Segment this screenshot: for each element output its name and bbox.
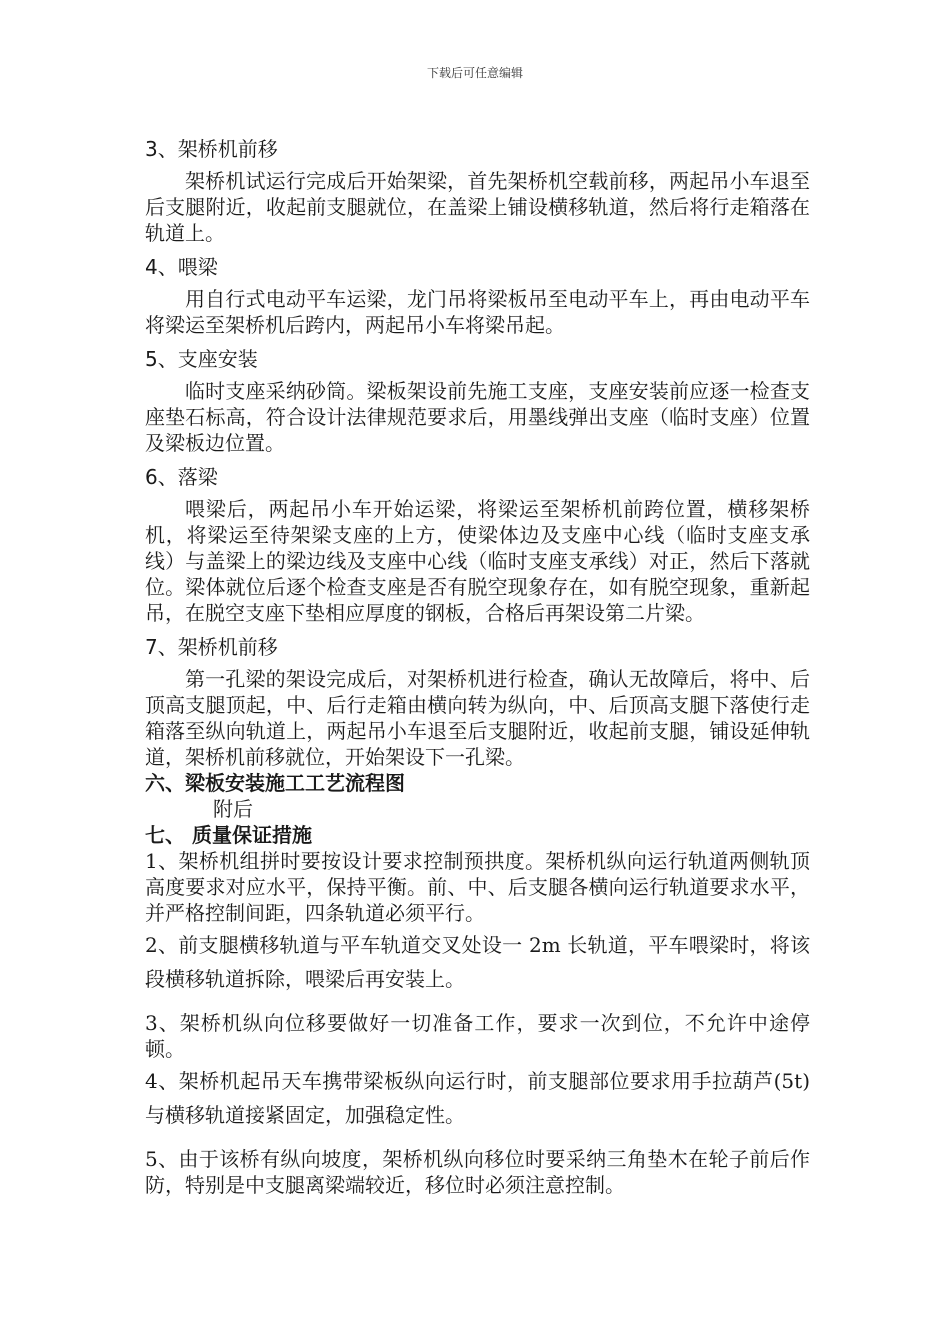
- part-6-heading: 六、梁板安装施工工艺流程图: [145, 771, 405, 795]
- quality-item-1: 1、架桥机组拼时要按设计要求控制预拱度。架桥机纵向运行轨道两侧轨顶高度要求对应水平，保持平衡。前、中、后支腿各横向运行轨道要求水平，并严格控制间距，四条轨道必须平行。: [145, 849, 810, 925]
- section-6-title: 6、落梁: [145, 465, 218, 489]
- quality-item-3: 3、架桥机纵向位移要做好一切准备工作，要求一次到位，不允许中途停顿。: [145, 1011, 810, 1061]
- section-4-body: 用自行式电动平车运梁，龙门吊将梁板吊至电动平车上，再由电动平车将梁运至架桥机后跨内，两起吊小车将梁吊起。: [145, 287, 810, 337]
- page-header: 下载后可任意编辑: [426, 66, 523, 80]
- quality-item-2: 2、前支腿横移轨道与平车轨道交叉处设一 2m 长轨道，平车喂梁时，将该段横移轨道拆除，喂梁后再安装上。: [145, 933, 810, 991]
- section-6-body: 喂梁后，两起吊小车开始运梁，将梁运至架桥机前跨位置，横移架桥机，将梁运至待架梁支座的上方，使梁体边及支座中心线（临时支座支承线）与盖梁上的梁边线及支座中心线（临时支座支承线）对正，然后下落就位。梁体就位后逐个检查支座是否有脱空现象存在，如有脱空现象，重新起吊，在脱空支座下垫相应厚度的钢板，合格后再架设第二片梁。: [145, 497, 810, 625]
- section-5-body: 临时支座采纳砂筒。梁板架设前先施工支座，支座安装前应逐一检查支座垫石标高，符合设计法律规范要求后，用墨线弹出支座（临时支座）位置及梁板边位置。: [145, 379, 810, 455]
- section-7-title: 7、架桥机前移: [145, 635, 278, 659]
- section-5-title: 5、支座安装: [145, 347, 258, 371]
- quality-item-4: 4、架桥机起吊天车携带梁板纵向运行时，前支腿部位要求用手拉葫芦(5t)与横移轨道接紧固定，加强稳定性。: [145, 1069, 810, 1127]
- section-7-body: 第一孔梁的架设完成后，对架桥机进行检查，确认无故障后，将中、后顶高支腿顶起，中、后行走箱由横向转为纵向，中、后顶高支腿下落使行走箱落至纵向轨道上，两起吊小车退至后支腿附近，收起前支腿，铺设延伸轨道，架桥机前移就位，开始架设下一孔梁。: [145, 667, 810, 769]
- section-3-body: 架桥机试运行完成后开始架梁，首先架桥机空载前移，两起吊小车退至后支腿附近，收起前支腿就位，在盖梁上铺设横移轨道，然后将行走箱落在轨道上。: [145, 169, 810, 245]
- section-3-title: 3、架桥机前移: [145, 137, 278, 161]
- section-4-title: 4、喂梁: [145, 255, 218, 279]
- part-6-note: 附后: [213, 797, 253, 821]
- document-body: [145, 130, 810, 1200]
- quality-item-5: 5、由于该桥有纵向坡度，架桥机纵向移位时要采纳三角垫木在轮子前后作防，特别是中支腿离梁端较近，移位时必须注意控制。: [145, 1147, 810, 1197]
- part-7-heading: 七、 质量保证措施: [145, 823, 312, 847]
